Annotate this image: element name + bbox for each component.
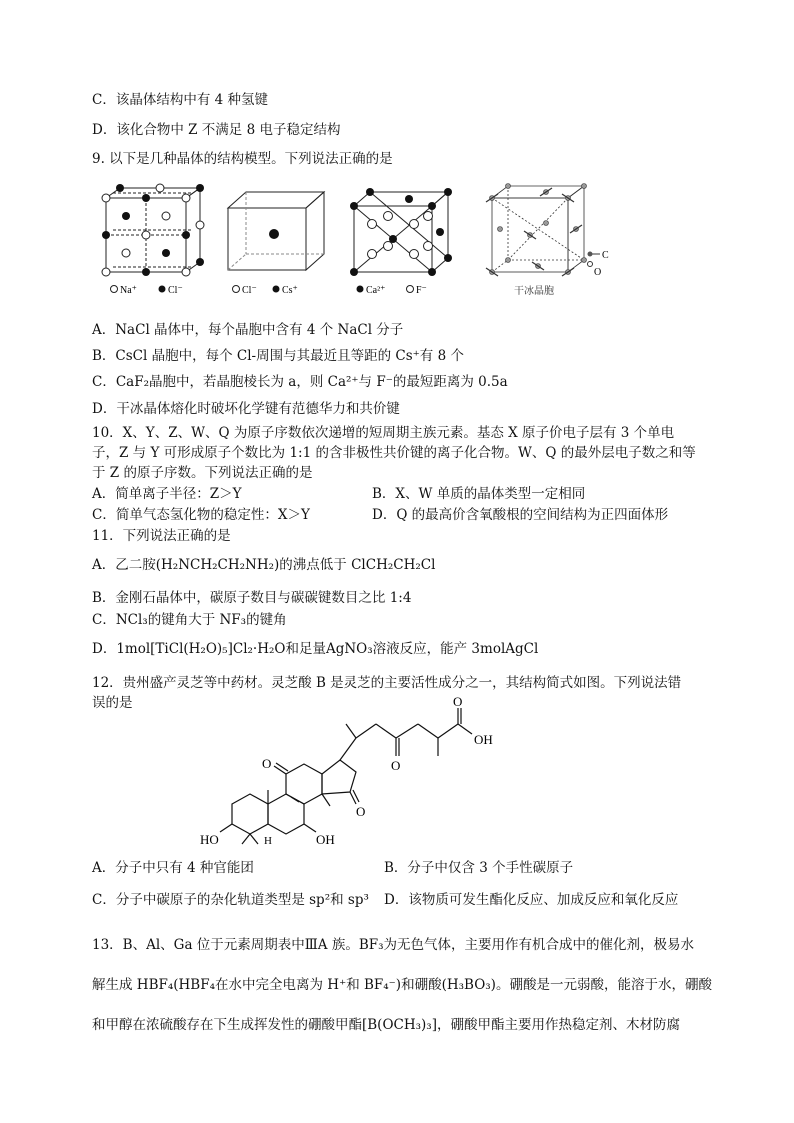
nacl-legend-cl: Cl⁻ <box>168 285 183 296</box>
q8-option-c: C．该晶体结构中有 4 种氢键 <box>92 92 269 108</box>
co2-molecules <box>490 184 587 275</box>
q11-option-d: D．1mol[TiCl(H₂O)₅]Cl₂·H₂O和足量AgNO₃溶液反应，能产 3molAgCl <box>92 641 539 657</box>
caf2-legend-f: F⁻ <box>416 285 427 296</box>
q9-stem: 9. 以下是几种晶体的结构模型。下列说法正确的是 <box>92 151 393 167</box>
co2-labels <box>514 250 609 297</box>
cscl-cs-atom <box>269 229 279 239</box>
q11-stem: 11．下列说法正确的是 <box>92 528 231 544</box>
q13-line2: 解生成 HBF₄(HBF₄在水中完全电离为 H⁺和 BF₄⁻)和硼酸(H₃BO₃)。硼酸是一元弱酸，能溶于水，硼酸 <box>92 977 712 993</box>
q11-option-c: C．NCl₃的键角大于 NF₃的键角 <box>92 612 287 628</box>
co2-caption: 干冰晶胞 <box>514 286 554 297</box>
q13-line3: 和甲醇在浓硫酸存在下生成挥发性的硼酸甲酯[B(OCH₃)₃]，硼酸甲酯主要用作热稳定剂、木材防腐 <box>92 1017 680 1033</box>
q12-ketone-o-3: O <box>391 758 401 773</box>
q12-option-b: B．分子中仅含 3 个手性碳原子 <box>384 860 574 876</box>
q13-line1: 13．B、Al、Ga 位于元素周期表中ⅢA 族。BF₃为无色气体，主要用作有机合成中的催化剂，极易水 <box>92 937 695 953</box>
q12-structure-figure <box>0 694 794 854</box>
q12-acid-oh: OH <box>474 732 493 747</box>
q12-ketone-o-1: O <box>262 756 272 771</box>
caf2-legend <box>357 285 427 296</box>
q12-ho-ring-a: HO <box>200 832 219 847</box>
q9-option-d: D．干冰晶体熔化时破坏化学键有范德华力和共价键 <box>92 401 400 417</box>
q12-oh-ring-b: OH <box>316 832 335 847</box>
q10-stem-line1: 10．X、Y、Z、W、Q 为原子序数依次递增的短周期主族元素。基态 X 原子价电子层有 3 个单电 <box>92 425 675 441</box>
q10-option-d: D．Q 的最高价含氧酸根的空间结构为正四面体形 <box>372 507 669 523</box>
co2-label-c: C <box>602 250 609 261</box>
q10-option-c: C．简单气态氢化物的稳定性：X＞Y <box>92 507 310 523</box>
q10-option-b: B．X、W 单质的晶体类型一定相同 <box>372 486 586 502</box>
q10-option-a: A．简单离子半径：Z＞Y <box>92 486 242 502</box>
cscl-legend-cl: Cl⁻ <box>242 285 257 296</box>
q9-option-a: A．NaCl 晶体中，每个晶胞中含有 4 个 NaCl 分子 <box>92 322 404 338</box>
q9-option-b: B．CsCl 晶胞中，每个 Cl-周围与其最近且等距的 Cs⁺有 8 个 <box>92 348 464 364</box>
q12-stem-line1: 12．贵州盛产灵芝等中药材。灵芝酸 B 是灵芝的主要活性成分之一，其结构简式如图。下列说法错 <box>92 675 682 691</box>
q9-crystal-figure <box>0 178 794 308</box>
co2-label-o: O <box>594 267 602 278</box>
q12-ketone-o-2: O <box>356 804 366 819</box>
q9-option-c: C．CaF₂晶胞中，若晶胞棱长为 a，则 Ca²⁺与 F⁻的最短距离为 0.5a <box>92 374 508 390</box>
caf2-legend-ca: Ca²⁺ <box>366 285 386 296</box>
q12-h-label: H <box>264 835 272 847</box>
q12-option-d: D．该物质可发生酯化反应、加成反应和氧化反应 <box>384 892 679 908</box>
q11-option-b: B．金刚石晶体中，碳原子数目与碳碳键数目之比 1:4 <box>92 590 412 606</box>
cscl-legend <box>233 285 298 296</box>
q8-option-d: D．该化合物中 Z 不满足 8 电子稳定结构 <box>92 122 341 138</box>
nacl-legend-na: Na⁺ <box>120 285 137 296</box>
q12-option-c: C．分子中碳原子的杂化轨道类型是 sp²和 sp³ <box>92 892 369 908</box>
q11-option-a: A．乙二胺(H₂NCH₂CH₂NH₂)的沸点低于 ClCH₂CH₂Cl <box>92 557 436 573</box>
nacl-legend <box>111 285 183 296</box>
q12-acid-o: O <box>453 694 463 709</box>
q10-stem-line3: 于 Z 的原子序数。下列说法正确的是 <box>92 465 313 481</box>
q12-option-a: A．分子中只有 4 种官能团 <box>92 860 254 876</box>
cscl-legend-cs: Cs⁺ <box>282 285 298 296</box>
q12-stem-line2: 误的是 <box>92 695 133 711</box>
q10-stem-line2: 子，Z 与 Y 可形成原子个数比为 1:1 的含非极性共价键的离子化合物。W、Q 的最外层电子数之和等 <box>92 445 696 461</box>
